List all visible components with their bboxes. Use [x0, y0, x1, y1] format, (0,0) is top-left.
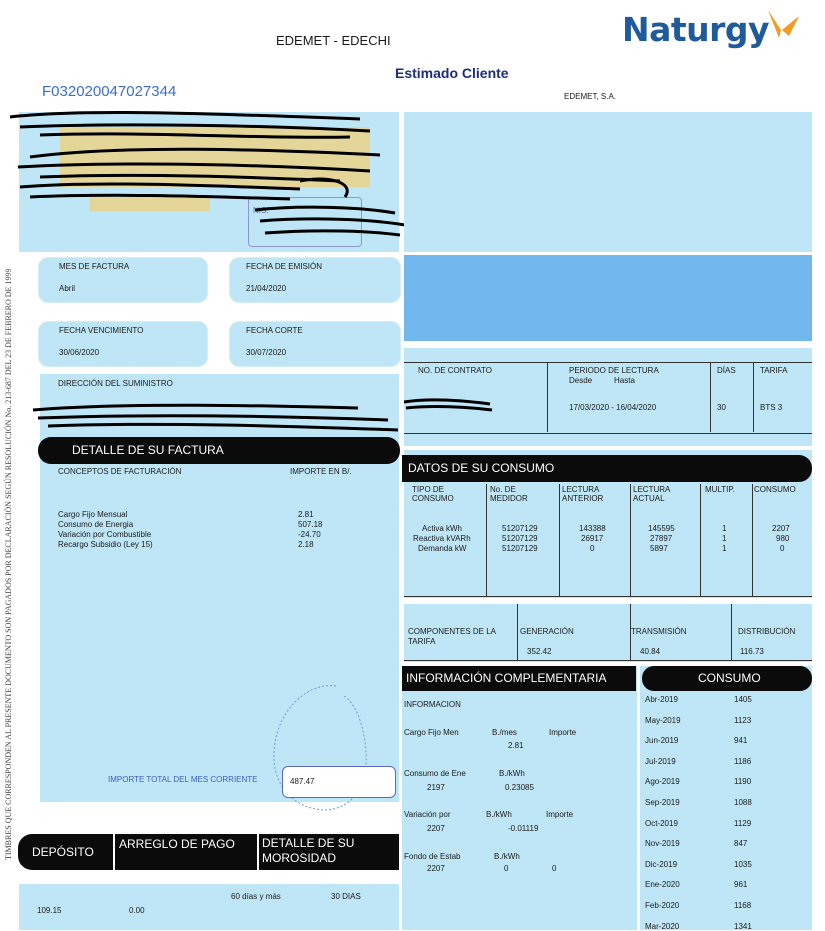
historial-valor: 1168	[734, 901, 752, 910]
table-divider	[752, 484, 753, 596]
contract-redaction	[400, 396, 500, 416]
deposito-label: DEPÓSITO	[32, 845, 94, 859]
right-top-panel	[404, 112, 812, 252]
tarifa-label: TARIFA	[760, 366, 788, 375]
historial-mes: Sep-2019	[645, 798, 680, 807]
mes-factura-value: Abril	[59, 284, 76, 293]
historial-valor: 1129	[734, 818, 752, 828]
fondo-rate: 0	[504, 864, 509, 873]
table-divider	[731, 604, 732, 660]
cargo-unit: B./mes	[492, 728, 517, 737]
historial-valor: 941	[734, 736, 748, 746]
row-medidor: 51207129	[502, 524, 538, 533]
row-anterior: 0	[590, 544, 595, 553]
table-divider	[404, 660, 812, 661]
periodo-value: 17/03/2020 - 16/04/2020	[569, 403, 657, 412]
butterfly-logo-icon	[765, 6, 801, 44]
total-label: IMPORTE TOTAL DEL MES CORRIENTE	[108, 775, 258, 784]
historial-mes: Jul-2019	[645, 756, 676, 766]
greeting: Estimado Cliente	[395, 65, 509, 81]
morosidad-label: DETALLE DE SU MOROSIDAD	[262, 836, 355, 865]
historial-valor: 961	[734, 880, 748, 890]
distribucion-value: 116.73	[740, 647, 764, 656]
historial-mes: Nov-2019	[645, 839, 680, 849]
historial-mes: Feb-2020	[645, 901, 680, 910]
hasta-label: Hasta	[614, 376, 635, 385]
consumo-ene-kwh: 2197	[427, 783, 445, 792]
nis-label: NIS:	[253, 206, 269, 215]
morosidad-header	[259, 834, 399, 870]
transmision-value: 40.84	[640, 647, 661, 656]
row-anterior: 26917	[581, 534, 604, 543]
fondo-importe: 0	[552, 864, 557, 873]
historial-valor: 1186	[734, 756, 752, 766]
transmision-label: TRANSMISIÓN	[631, 627, 687, 636]
row-anterior: 143388	[579, 524, 606, 533]
company-name: EDEMET - EDECHI	[276, 33, 391, 48]
historial-valor: 1341	[734, 921, 752, 931]
fecha-corte-box	[229, 321, 401, 367]
row-medidor: 51207129	[502, 534, 538, 543]
row-multip: 1	[722, 524, 727, 533]
naturgy-logo: Naturgy	[622, 10, 770, 49]
historial-mes: Jun-2019	[645, 736, 679, 746]
dias-label: DÍAS	[717, 366, 736, 375]
fecha-corte-value: 30/07/2020	[246, 348, 287, 357]
row-tipo: Activa kWh	[422, 524, 463, 533]
cargo-importe-label: Importe	[549, 728, 577, 737]
table-divider	[517, 604, 518, 660]
desde-label: Desde	[569, 376, 593, 385]
direccion-label: DIRECCIÓN DEL SUMINISTRO	[58, 379, 173, 388]
table-divider	[700, 484, 701, 596]
row-actual: 27897	[650, 534, 673, 543]
invoice-number: F032020047027344	[42, 83, 177, 100]
generacion-label: GENERACIÓN	[520, 627, 574, 636]
consumo-ene-rate: 0.23085	[505, 783, 534, 792]
table-divider	[559, 484, 560, 596]
dias-value: 30	[717, 403, 726, 412]
sesenta-label: 60 días y más	[231, 892, 281, 901]
fecha-emision-value: 21/04/2020	[246, 284, 287, 293]
historial-mes: May-2019	[645, 715, 681, 725]
treinta-label: 30 DIAS	[331, 892, 361, 901]
historial-mes: Abr-2019	[645, 695, 678, 704]
historial-valor: 847	[734, 839, 748, 849]
deposito-value: 109.15	[37, 906, 62, 915]
table-divider	[753, 362, 754, 432]
table-divider	[547, 362, 548, 432]
historial-mes: Ene-2020	[645, 880, 680, 890]
col-actual: LECTURA ACTUAL	[633, 485, 670, 503]
variacion-kwh: 2207	[427, 824, 445, 833]
table-divider	[630, 484, 631, 596]
fondo-unit: B./kWh	[494, 852, 520, 861]
right-mid-panel	[404, 255, 812, 341]
variacion-rate: -0.01119	[508, 824, 539, 833]
historial-valor: 1405	[734, 695, 752, 704]
redaction-scribble	[0, 105, 410, 245]
arreglo-value: 0.00	[129, 906, 145, 915]
distribucion-label: DISTRIBUCIÓN	[738, 627, 796, 636]
margin-legal-note: TIMBRES QUE CORRESPONDEN AL PRESENTE DOCUMENTO SON PAGADOS POR DECLARACIÓN SEGÚN RESOLUCIÓN No. 213-687 DEL 23 DE FEBRERO DE 1999	[4, 268, 13, 860]
col-tipo: TIPO DE CONSUMO	[412, 485, 454, 503]
consumo-title: DATOS DE SU CONSUMO	[408, 461, 555, 475]
detalle-concepto: Recargo Subsidio (Ley 15)	[58, 540, 153, 549]
historial-valor: 1190	[734, 777, 752, 787]
detalle-importe: 2.81	[298, 510, 314, 519]
row-actual: 145595	[648, 524, 675, 533]
cargo-label: Cargo Fijo Men	[404, 728, 459, 737]
conceptos-label: CONCEPTOS DE FACTURACIÓN	[58, 467, 182, 476]
row-tipo: Reactiva kVARh	[413, 534, 471, 543]
company-sa: EDEMET, S.A.	[564, 92, 617, 101]
info-title: INFORMACIÓN COMPLEMENTARIA	[406, 671, 607, 685]
col-medidor: No. DE MEDIDOR	[490, 485, 528, 503]
info-subtitle: INFORMACION	[404, 700, 461, 709]
address-redaction	[28, 398, 408, 438]
historial-mes: Dic-2019	[645, 859, 678, 869]
historial-valor: 1088	[734, 798, 752, 807]
fondo-kwh: 2207	[427, 864, 445, 873]
historial-mes: Oct-2019	[645, 818, 678, 828]
total-box	[282, 766, 396, 798]
col-multip: MULTIP.	[705, 485, 735, 494]
total-value: 487.47	[290, 777, 315, 786]
cargo-value: 2.81	[508, 741, 524, 750]
row-medidor: 51207129	[502, 544, 538, 553]
consumo-ene-unit: B./kWh	[499, 769, 525, 778]
deposito-header	[18, 834, 113, 870]
detalle-importe: -24.70	[298, 530, 321, 539]
col-anterior: LECTURA ANTERIOR	[562, 485, 604, 503]
consumo-header	[402, 455, 812, 482]
detalle-concepto: Consumo de Energia	[58, 520, 134, 529]
mes-factura-box	[38, 257, 208, 303]
tarifa-value: BTS 3	[760, 403, 783, 412]
table-divider	[486, 484, 487, 596]
componentes-label: COMPONENTES DE LA TARIFA	[408, 627, 496, 646]
generacion-value: 352.42	[527, 647, 552, 656]
fecha-emision-label: FECHA DE EMISIÓN	[246, 262, 323, 271]
variacion-importe-label: Importe	[546, 810, 574, 819]
historial-valor: 1123	[734, 715, 752, 725]
detalle-importe: 507.18	[298, 520, 323, 529]
detalle-concepto: Variación por Combustible	[58, 530, 152, 539]
row-actual: 5897	[650, 544, 668, 553]
fecha-vencimiento-value: 30/06/2020	[59, 348, 100, 357]
row-multip: 1	[722, 544, 727, 553]
detalle-header	[38, 437, 400, 464]
periodo-label: PERIODO DE LECTURA	[569, 366, 659, 375]
row-tipo: Demanda kW	[418, 544, 467, 553]
row-multip: 1	[722, 534, 727, 543]
row-consumo: 0	[780, 544, 785, 553]
historial-valor: 1035	[734, 859, 752, 869]
historial-header	[642, 666, 812, 691]
col-consumo: CONSUMO	[754, 485, 796, 494]
detalle-concepto: Cargo Fijo Mensual	[58, 510, 128, 519]
historial-title: CONSUMO	[698, 671, 761, 685]
fondo-label: Fondo de Estab	[404, 852, 461, 861]
fecha-emision-box	[229, 257, 401, 303]
table-divider	[404, 596, 812, 597]
importe-label: IMPORTE EN B/.	[290, 467, 352, 476]
historial-mes: Mar-2020	[645, 921, 680, 931]
mes-factura-label: MES DE FACTURA	[59, 262, 130, 271]
detalle-title: DETALLE DE SU FACTURA	[72, 443, 224, 457]
fecha-vencimiento-label: FECHA VENCIMIENTO	[59, 326, 144, 335]
detalle-importe: 2.18	[298, 540, 314, 549]
historial-mes: Ago-2019	[645, 777, 680, 787]
arreglo-header	[115, 834, 257, 870]
contrato-label: NO. DE CONTRATO	[418, 366, 492, 375]
table-divider	[710, 362, 711, 432]
info-header	[402, 666, 636, 691]
fecha-vencimiento-box	[38, 321, 208, 367]
pagos-panel	[19, 884, 399, 930]
variacion-label: Variación por	[404, 810, 451, 819]
variacion-unit: B./kWh	[486, 810, 512, 819]
row-consumo: 980	[776, 534, 790, 543]
row-consumo: 2207	[772, 524, 790, 533]
fecha-corte-label: FECHA CORTE	[246, 326, 303, 335]
arreglo-label: ARREGLO DE PAGO	[119, 837, 235, 851]
consumo-ene-label: Consumo de Ene	[404, 769, 466, 778]
